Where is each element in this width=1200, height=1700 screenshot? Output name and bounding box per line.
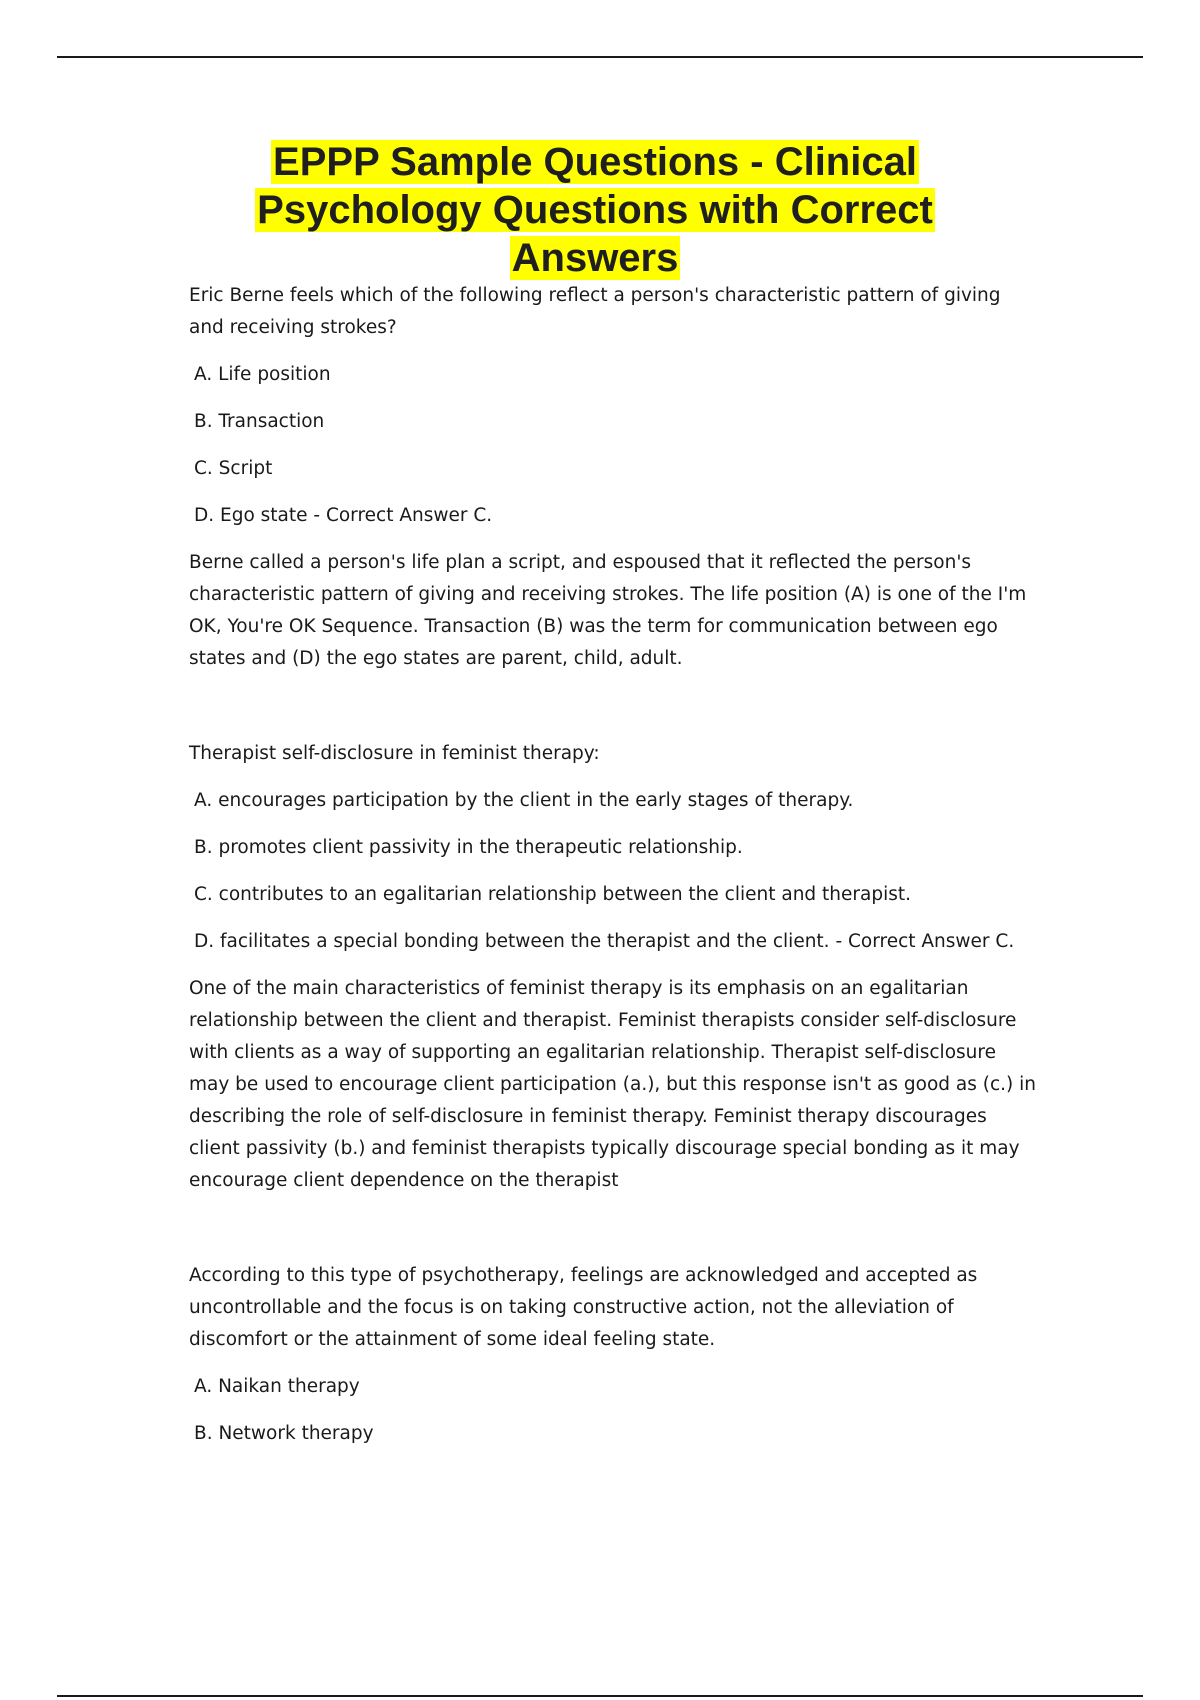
answer-option: A. Life position — [194, 364, 331, 385]
question-block — [189, 1260, 1039, 1450]
answer-option: B. Network therapy — [194, 1423, 374, 1444]
answer-explanation: Berne called a person's life plan a script, and espoused that it reflected the person's characteristic pattern of giving and receiving strokes. The life position (A) is one of the I'm OK, You're OK Sequence. Transaction (B) was the term for communication between ego states and (D) the ego states are parent, child, adult. — [189, 552, 1027, 669]
document-body — [189, 280, 1039, 1450]
answer-option: B. Transaction — [194, 411, 325, 432]
title-block — [190, 138, 1000, 282]
answer-option: C. contributes to an egalitarian relationship between the client and therapist. — [194, 884, 912, 905]
answer-option: C. Script — [194, 458, 273, 479]
answer-option: A. encourages participation by the client in the early stages of therapy. — [194, 790, 854, 811]
spacer — [189, 1197, 1039, 1260]
page-title: EPPP Sample Questions - Clinical Psychology Questions with Correct Answers — [257, 140, 933, 280]
question-text: Therapist self-disclosure in feminist therapy: — [189, 743, 600, 764]
question-text: Eric Berne feels which of the following reflect a person's characteristic pattern of giving and receiving strokes? — [189, 285, 1001, 338]
question-text: According to this type of psychotherapy, feelings are acknowledged and accepted as uncontrollable and the focus is on taking constructive action, not the alleviation of discomfort or the attainment of some ideal feeling state. — [189, 1265, 978, 1350]
question-block — [189, 280, 1039, 675]
answer-option: D. facilitates a special bonding between the therapist and the client. - Correct Answer C. — [194, 931, 1015, 952]
answer-explanation: One of the main characteristics of feminist therapy is its emphasis on an egalitarian relationship between the client and therapist. Feminist therapists consider self-disclosure with clients as a way of supporting an egalitarian relationship. Therapist self-disclosure may be used to encourage client participation (a.), but this response isn't as good as (c.) in describing the role of self-disclosure in feminist therapy. Feminist therapy discourages client passivity (b.) and feminist therapists typically discourage special bonding as it may encourage client dependence on the therapist — [189, 978, 1036, 1191]
answer-option: A. Naikan therapy — [194, 1376, 360, 1397]
answer-option: B. promotes client passivity in the therapeutic relationship. — [194, 837, 743, 858]
answer-option: D. Ego state - Correct Answer C. — [194, 505, 493, 526]
spacer — [189, 675, 1039, 738]
question-block — [189, 738, 1039, 1197]
bottom-rule — [57, 1695, 1143, 1697]
top-rule — [57, 56, 1143, 58]
